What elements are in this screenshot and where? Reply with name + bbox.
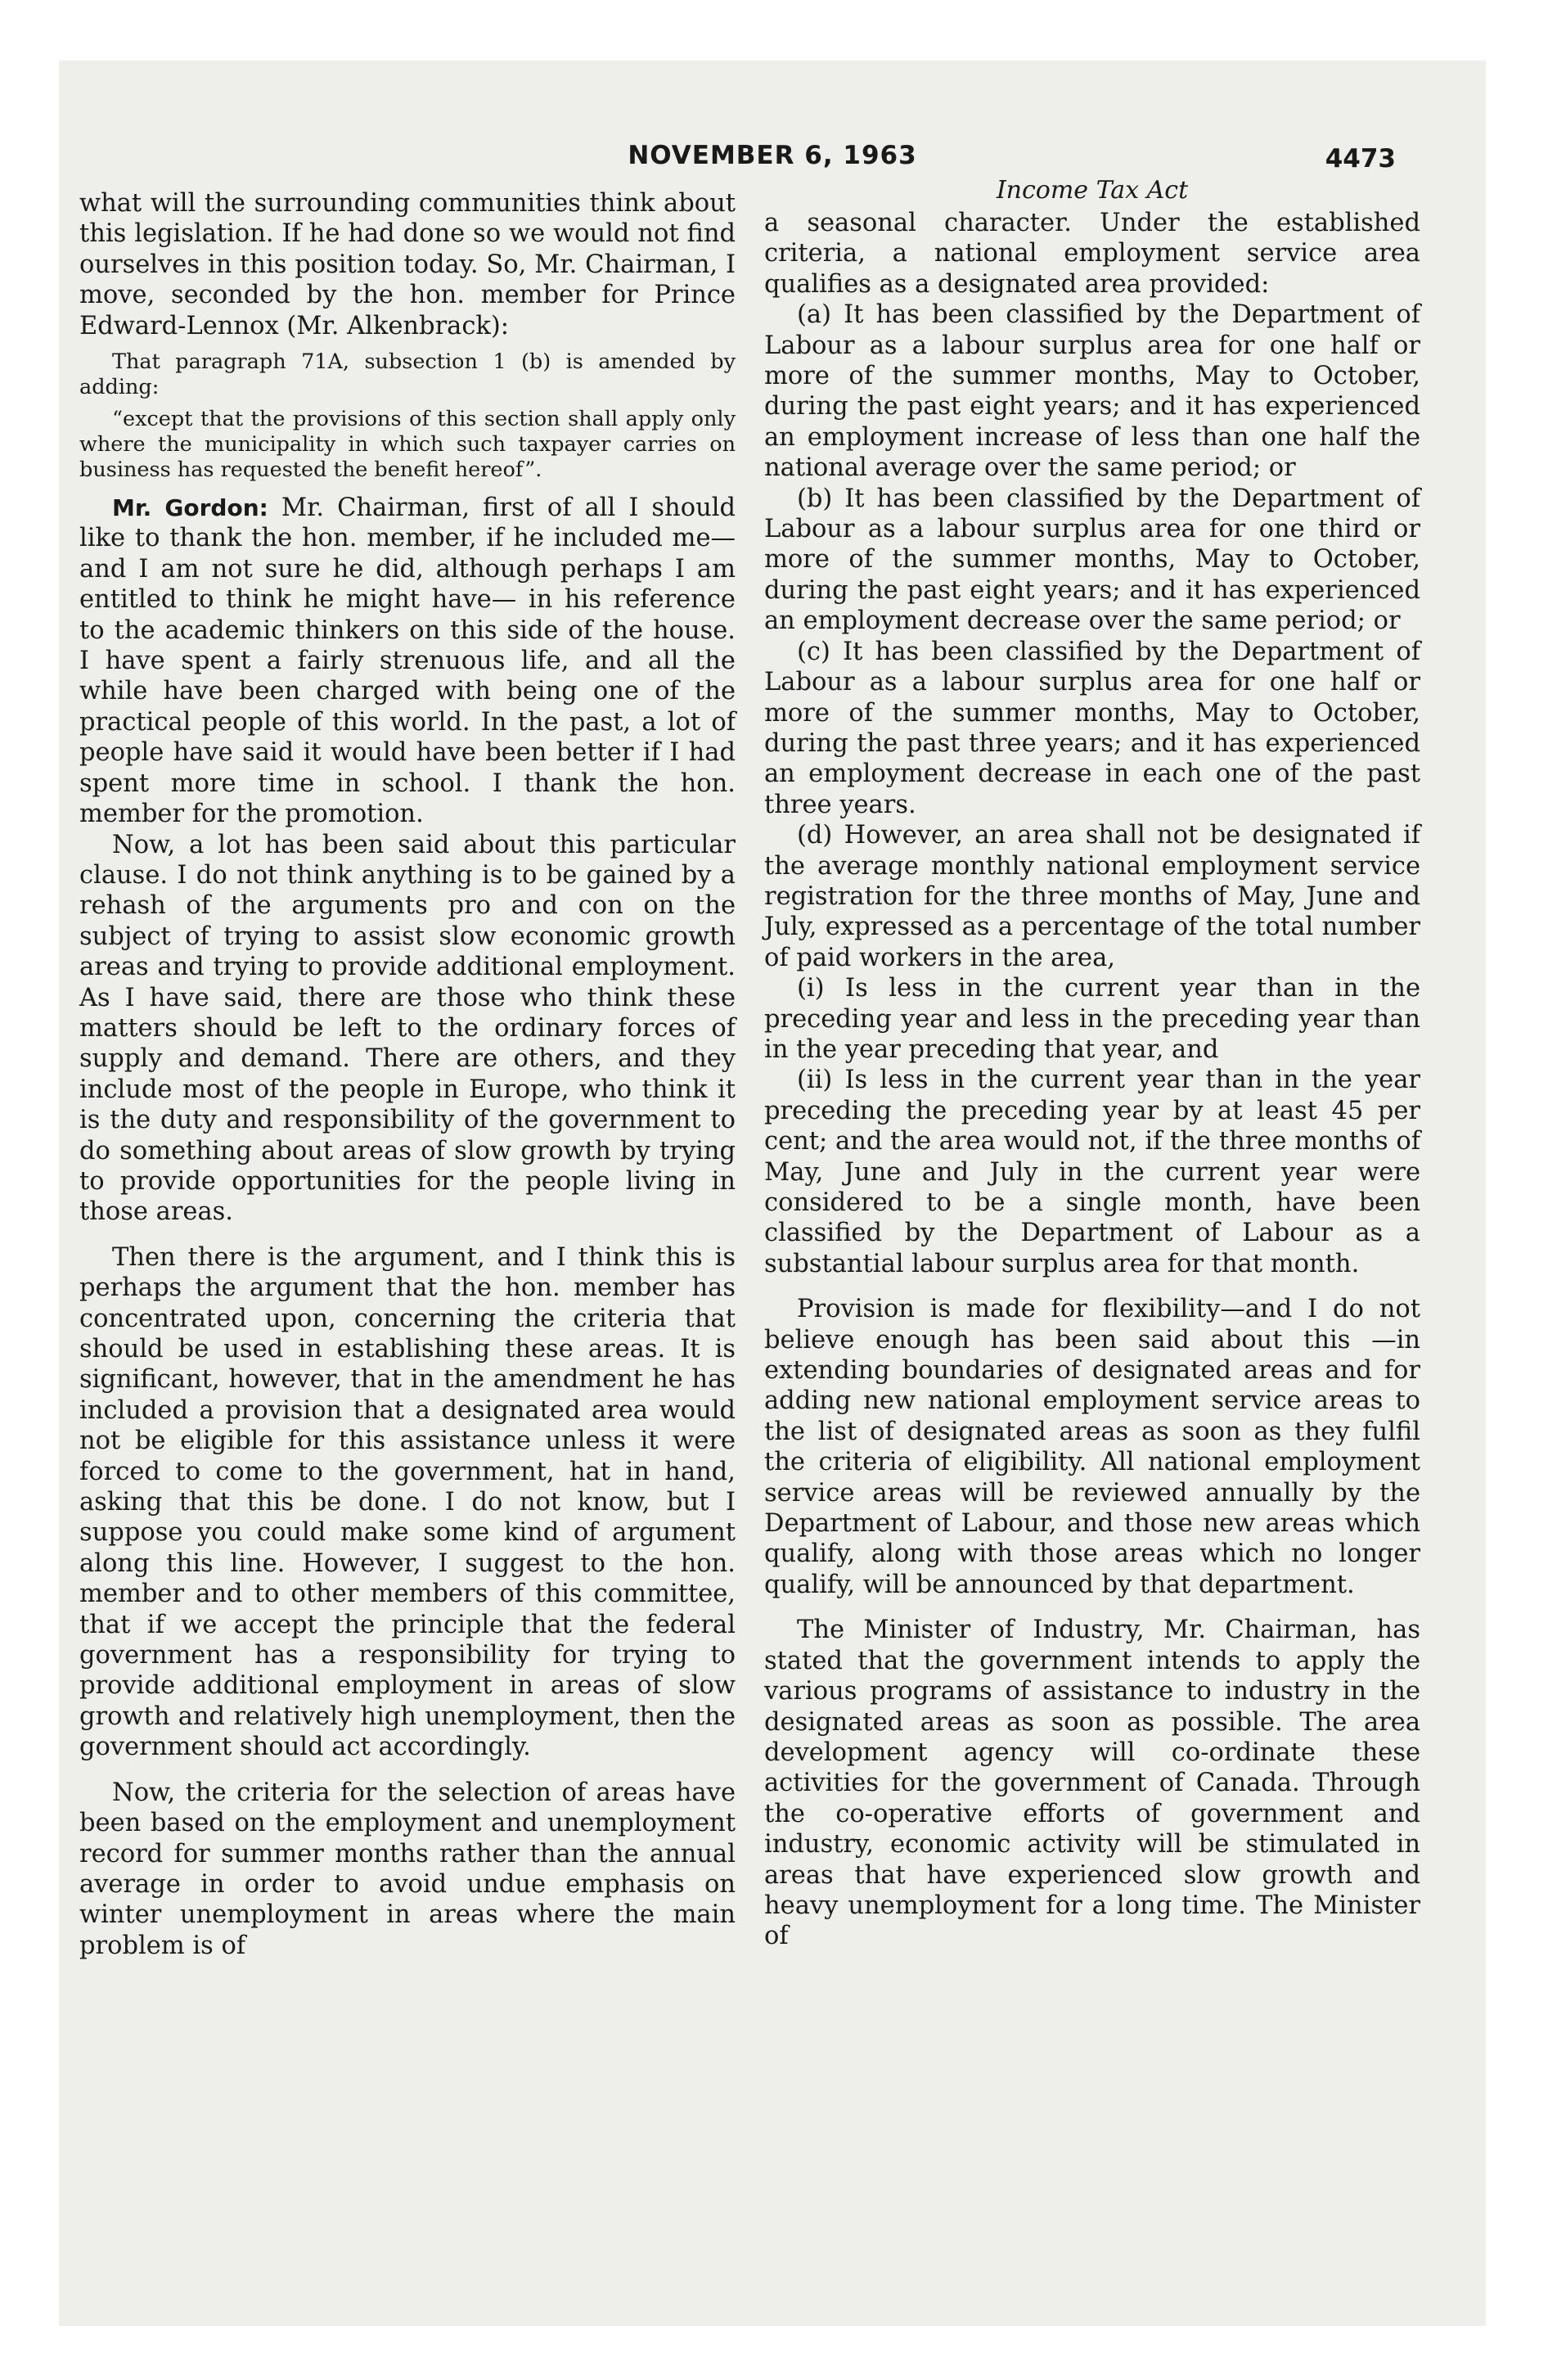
right-column — [764, 176, 1420, 1952]
motion-text: That paragraph 71A, subsection 1 (b) is amended by adding: — [79, 349, 736, 400]
page-header — [59, 141, 1486, 183]
left-paragraph-3: Now, a lot has been said about this particular clause. I do not think anything is to be gained by a rehash of the arguments pro and con on the subject of trying to assist slow economic growth areas and trying to provide additional employment. As I have said, there are those who think these matters should be left to the ordinary forces of supply and demand. There are others, and they include most of the people in Europe, who think it is the duty and responsibility of the government to do something about areas of slow growth by trying to provide opportunities for the people living in those areas. — [79, 830, 736, 1227]
criterion-d-ii: (ii) Is less in the current year than in the year preceding the preceding year by at least 45 per cent; and the area would not, if the three months of May, June and July in the current year were considered to be a single month, have been classified by the Department of Labour as a substantial labour surplus area for that month. — [764, 1066, 1420, 1278]
right-paragraph-2: Provision is made for flexibility—and I do not believe enough has been said about this —in extending boundaries of designated areas and for adding new national employment service areas to the list of designated areas as soon as they fulfil the criteria of eligibility. All national employment service areas will be reviewed annually by the Department of Labour, and those new areas which qualify, along with those areas which no longer qualify, will be announced by that department. — [764, 1295, 1420, 1599]
criterion-d: (d) However, an area shall not be designated if the average monthly national employment service registration for the three months of May, June and July, expressed as a percentage of the total number of paid workers in the area, — [764, 821, 1420, 972]
speech-gordon — [79, 493, 736, 829]
left-paragraph-4: Then there is the argument, and I think this is perhaps the argument that the hon. member has concentrated upon, concerning the criteria that should be used in establishing these areas. It is significant, however, that in the amendment he has included a provision that a designated area would not be eligible for this assistance unless it were forced to come to the government, hat in hand, asking that this be done. I do not know, but I suppose you could make some kind of argument along this line. However, I suggest to the hon. member and to other members of this committee, that if we accept the principle that the federal government has a responsibility for trying to provide additional employment in areas of slow growth and relatively high unemployment, then the government should act accordingly. — [79, 1242, 736, 1762]
left-paragraph-2: Mr. Chairman, first of all I should like to thank the hon. member, if he included me—and I am not sure he did, although perhaps I am entitled to think he might have— in his reference to the academic thinkers on this side of the house. I have spent a fairly strenuous life, and all the while have been charged with being one of the practical people of this world. In the past, a lot of people have said it would have been better if I had spent more time in school. I thank the hon. member for the promotion. — [79, 494, 736, 829]
criterion-d-i: (i) Is less in the current year than in the preceding year and less in the preceding year than in the year preceding that year, and — [764, 974, 1420, 1064]
criterion-b: (b) It has been classified by the Department of Labour as a labour surplus area for one third or more of the summer months, May to October, during the past eight years; and it has experienced an employment decrease over the same period; or — [764, 484, 1420, 636]
motion-quote: “except that the provisions of this section shall apply only where the municipality in which such taxpayer carries on business has requested the benefit hereof”. — [79, 407, 736, 483]
criterion-a: (a) It has been classified by the Department of Labour as a labour surplus area for one half or more of the summer months, May to October, during the past eight years; and it has experienced an employment increase of less than one half the national average over the same period; or — [764, 300, 1420, 483]
left-paragraph-1: what will the surrounding communities think about this legislation. If he had done so we would not find ourselves in this position today. So, Mr. Chairman, I move, seconded by the hon. member for Prince Edward-Lennox (Mr. Alkenbrack): — [79, 189, 736, 340]
speaker-name: Mr. Gordon: — [112, 494, 268, 522]
page-number: 4473 — [1325, 144, 1396, 174]
criterion-c: (c) It has been classified by the Department of Labour as a labour surplus area for one half or more of the summer months, May to October, during the past three years; and it has experienced an employment decrease in each one of the past three years. — [764, 637, 1420, 819]
right-paragraph-3: The Minister of Industry, Mr. Chairman, has stated that the government intends to apply the various programs of assistance to industry in the designated areas as soon as possible. The area development agency will co-ordinate these activities for the government of Canada. Through the co-operative efforts of government and industry, economic activity will be stimulated in areas that have experienced slow growth and heavy unemployment for a long time. The Minister of — [764, 1616, 1420, 1951]
left-column — [79, 188, 736, 1961]
running-title: Income Tax Act — [996, 176, 1189, 205]
header-date: NOVEMBER 6, 1963 — [628, 141, 917, 170]
right-paragraph-1: a seasonal character. Under the established criteria, a national employment service area qualifies as a designated area provided: — [764, 209, 1420, 299]
left-paragraph-5: Now, the criteria for the selection of areas have been based on the employment and unemployment record for summer months rather than the annual average in order to avoid undue emphasis on winter unemployment in areas where the main problem is of — [79, 1778, 736, 1960]
